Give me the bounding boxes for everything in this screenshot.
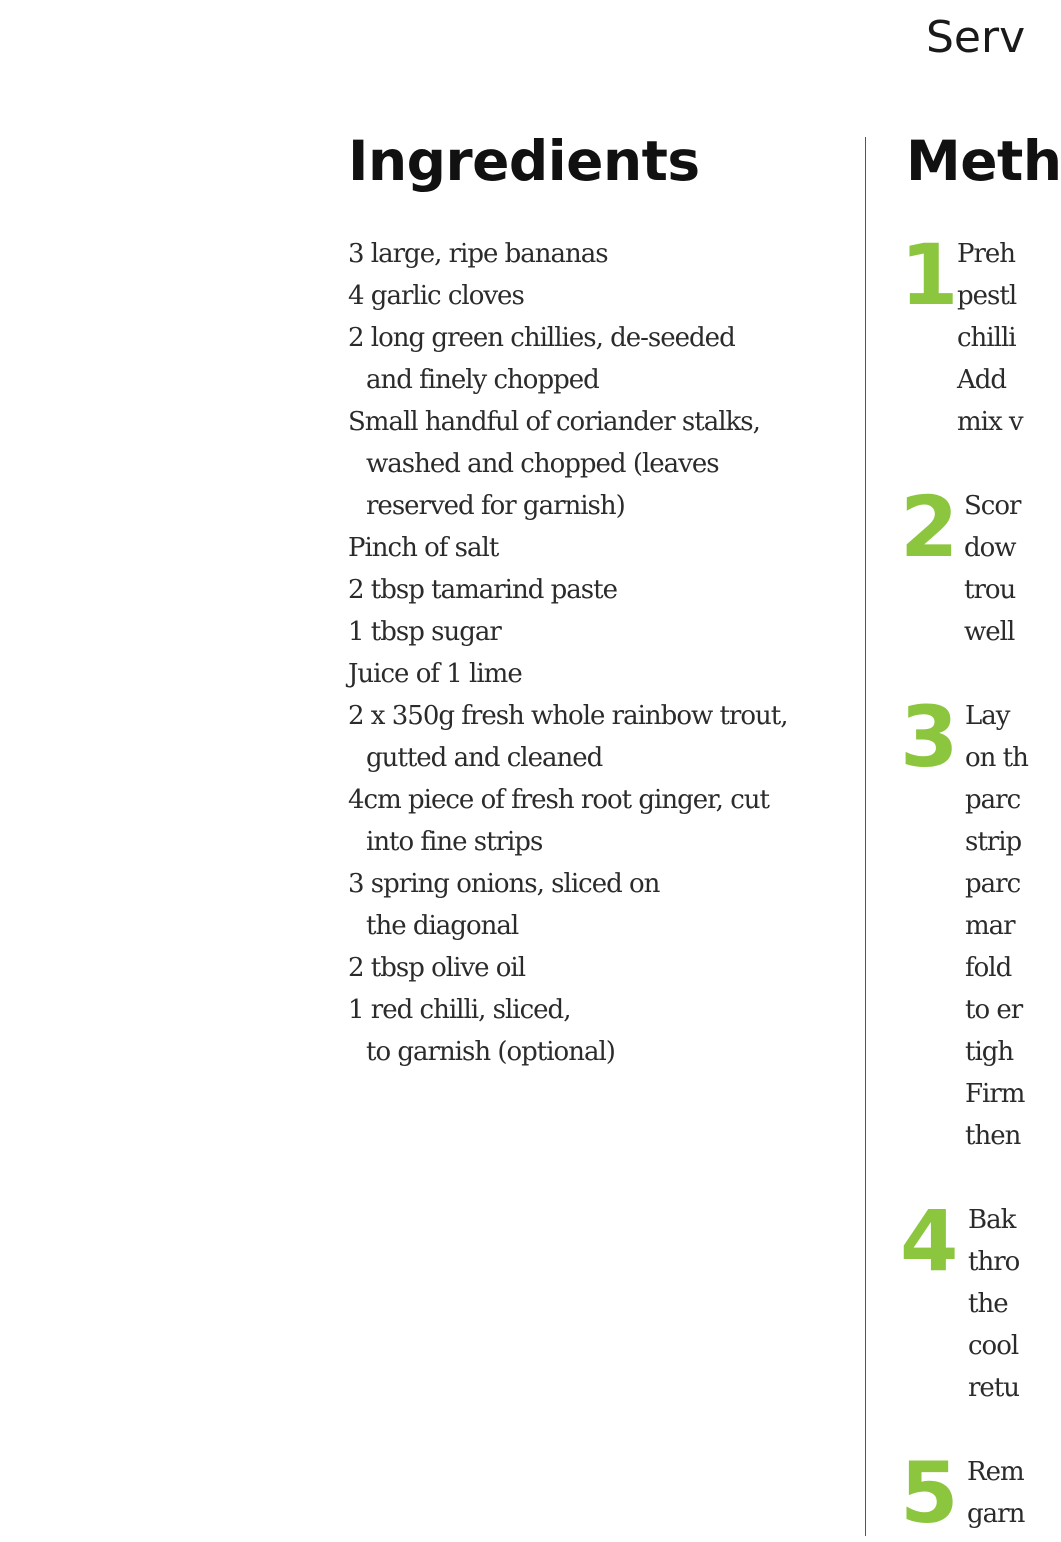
step-text-line: chilli [957,323,1016,353]
ingredient-item: 2 long green chillies, de-seeded [348,323,735,353]
step-text-line: pestl [957,281,1017,311]
step-text-line: dow [964,533,1016,563]
ingredient-line-continuation: the diagonal [366,911,519,941]
step-number: 5 [900,1444,959,1542]
serves-label: Serv [926,12,1026,63]
step-text-line: mar [965,911,1015,941]
step-text-line: Preh [957,239,1016,269]
step-text [968,1199,1019,1409]
ingredient-item: 1 tbsp sugar [348,617,501,647]
step-text-line: the [968,1289,1008,1319]
step-number: 1 [900,226,959,324]
ingredient-line-continuation: reserved for garnish) [366,491,625,521]
step-text-line: then [965,1121,1021,1151]
step-text-line: thro [968,1247,1020,1277]
step-text-line: trou [964,575,1016,605]
ingredient-item: Pinch of salt [348,533,499,563]
step-text-line: Lay [965,701,1010,731]
ingredient-item: 3 large, ripe bananas [348,239,608,269]
ingredient-line-continuation: to garnish (optional) [366,1037,615,1067]
step-text-line: fold [965,953,1012,983]
step-text-line: tigh [965,1037,1014,1067]
step-text [965,695,1028,1157]
step-text-line: to er [965,995,1023,1025]
ingredients-heading: Ingredients [348,129,700,193]
ingredient-line-continuation: and finely chopped [366,365,599,395]
ingredient-line-continuation: into fine strips [366,827,543,857]
ingredient-item: 1 red chilli, sliced, [348,995,571,1025]
step-number: 2 [900,478,959,576]
step-text-line: garn [967,1499,1025,1529]
step-text [957,233,1023,443]
step-text-line: parc [965,785,1021,815]
step-number: 3 [900,688,959,786]
step-text [964,485,1020,653]
ingredient-item: 4 garlic cloves [348,281,524,311]
step-text-line: Add [957,365,1007,395]
ingredient-item: Small handful of coriander stalks, [348,407,760,437]
ingredients-list [348,233,848,1073]
column-divider [865,137,866,1536]
ingredient-line-continuation: gutted and cleaned [366,743,603,773]
step-text-line: mix v [957,407,1023,437]
step-text-line: Scor [964,491,1021,521]
ingredient-item: 2 tbsp olive oil [348,953,526,983]
step-text-line: Bak [968,1205,1016,1235]
ingredient-item: 4cm piece of fresh root ginger, cut [348,785,769,815]
ingredient-line-continuation: washed and chopped (leaves [366,449,719,479]
step-text-line: Firm [965,1079,1025,1109]
step-text-line: cool [968,1331,1019,1361]
step-text-line: Rem [967,1457,1024,1487]
step-text-line: on th [965,743,1028,773]
ingredient-item: 2 x 350g fresh whole rainbow trout, [348,701,788,731]
ingredient-item: Juice of 1 lime [348,659,522,689]
step-text-line: retu [968,1373,1020,1403]
ingredient-item: 2 tbsp tamarind paste [348,575,617,605]
step-text-line: well [964,617,1015,647]
step-text-line: parc [965,869,1021,899]
ingredient-item: 3 spring onions, sliced on [348,869,660,899]
step-number: 4 [900,1192,959,1290]
step-text-line: strip [965,827,1022,857]
step-text [967,1451,1024,1535]
method-heading: Meth [906,129,1061,193]
